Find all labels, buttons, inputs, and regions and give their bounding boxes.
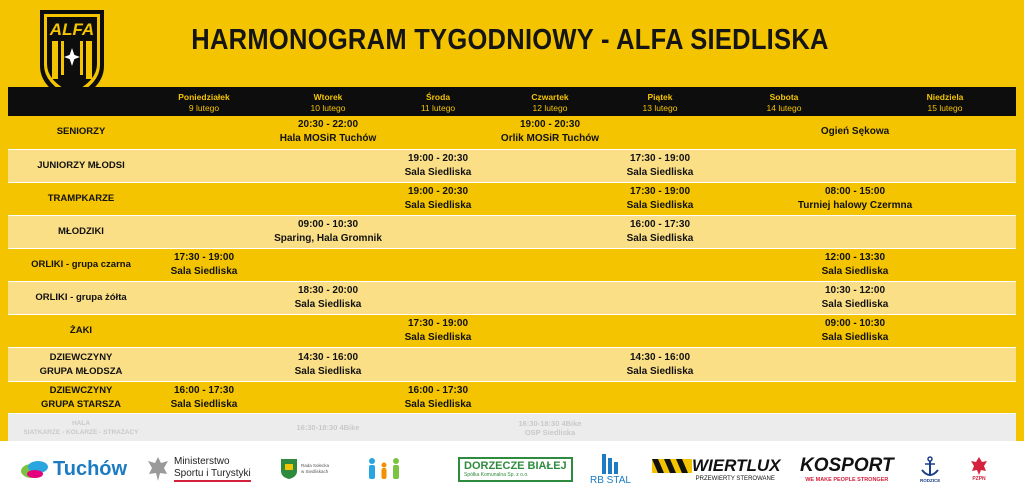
rada-line2: w Siedliskach (301, 469, 329, 474)
schedule-cell (402, 315, 474, 348)
wiertlux-sub: PRZEWIERTY STEROWANE (695, 476, 775, 482)
schedule-cell (626, 382, 694, 414)
schedule-cell (474, 215, 626, 248)
day-header: Niedziela 15 lutego (874, 87, 1016, 116)
schedule-cell (626, 149, 694, 182)
hala-cell (874, 414, 1016, 441)
schedule-row (8, 382, 1016, 414)
dorzecze-line2: Spółka Komunalna Sp. z o.o. (464, 471, 529, 478)
rada-line1: Rada Sołecka (301, 463, 330, 468)
schedule-cell (694, 215, 1016, 248)
schedule-cell (254, 116, 402, 149)
category-cell (8, 348, 154, 382)
schedule-cell (626, 281, 694, 314)
schedule-cell (402, 281, 474, 314)
schedule-cell (254, 315, 402, 348)
hala-cell (402, 414, 474, 441)
schedule-row (8, 281, 1016, 314)
sponsor-kosport (800, 441, 894, 497)
session-place: Orlik MOSiR Tuchów (500, 133, 600, 145)
schedule-cell (402, 149, 474, 182)
session-place: Sala Siedliska (626, 365, 694, 377)
dorzecze-line1: DORZECZE BIAŁEJ (464, 459, 567, 472)
family-icon (364, 455, 406, 483)
crest-icon (280, 458, 298, 480)
session-place: Turniej halowy Czermna (797, 199, 913, 211)
schedule-cell (694, 315, 1016, 348)
session-place: Sala Siedliska (626, 199, 694, 211)
day-header: Wtorek 10 lutego (254, 87, 402, 116)
category-cell: JUNIORZY MŁODSI (8, 149, 154, 182)
schedule-cell (154, 248, 254, 281)
schedule-row (8, 348, 1016, 382)
category-line1: DZIEWCZYNY (49, 351, 113, 363)
schedule-cell (626, 116, 694, 149)
day-header: Czwartek 12 lutego (474, 87, 626, 116)
eagle-icon (146, 454, 170, 484)
rodzice-label: RODZICE (920, 477, 941, 483)
schedule-cell (254, 182, 402, 215)
schedule-cell (626, 182, 694, 215)
rbstal-icon (599, 453, 621, 475)
schedule-cell (474, 315, 626, 348)
session-time: 17:30 - 19:00 (407, 318, 469, 330)
schedule-cell (154, 215, 254, 248)
session-place: Sala Siedliska (821, 332, 889, 344)
session-time: 14:30 - 16:00 (297, 351, 359, 363)
hala-text: 16:30-18:30 4Bike (518, 418, 582, 428)
session-time: 17:30 - 19:00 (629, 152, 691, 164)
schedule-cell (402, 215, 474, 248)
schedule-cell (474, 149, 626, 182)
sponsor-rada (280, 441, 329, 497)
schedule-cell (626, 315, 694, 348)
schedule-cell (474, 281, 626, 314)
schedule-row (8, 116, 1016, 149)
schedule-cell (626, 348, 694, 382)
page-title: HARMONOGRAM TYGODNIOWY - ALFA SIEDLISKA (191, 24, 829, 56)
schedule-row (8, 182, 1016, 215)
sponsor-pzpn (970, 441, 988, 497)
schedule-cell (254, 281, 402, 314)
hala-cell (474, 414, 626, 441)
pzpn-eagle-icon (970, 456, 988, 476)
schedule-cell (626, 215, 694, 248)
schedule-cell (154, 149, 254, 182)
schedule-cell (154, 182, 254, 215)
ministry-line2: Sportu i Turystyki (174, 468, 251, 479)
hala-text: HALA (71, 419, 91, 427)
schedule-cell (474, 382, 626, 414)
session-time: 19:00 - 20:30 (407, 185, 469, 197)
session-time: 16:00 - 17:30 (629, 218, 691, 230)
schedule-cell (154, 348, 254, 382)
schedule-cell (154, 382, 254, 414)
session-place: Sala Siedliska (404, 332, 472, 344)
session-place: Sala Siedliska (294, 365, 362, 377)
session-time: 16:00 - 17:30 (407, 384, 469, 396)
hala-row (8, 414, 1016, 441)
schedule-row (8, 248, 1016, 281)
day-header: Środa 11 lutego (402, 87, 474, 116)
category-cell: SENIORZY (8, 116, 154, 149)
category-cell: TRAMPKARZE (8, 182, 154, 215)
session-place: Sala Siedliska (170, 398, 238, 410)
session-time: 20:30 - 22:00 (297, 119, 359, 131)
kosport-label: KOSPORT (800, 455, 894, 476)
hala-cell (254, 414, 402, 441)
kosport-sub: WE MAKE PEOPLE STRONGER (805, 477, 889, 483)
category-cell: ŻAKI (8, 315, 154, 348)
session-time: 10:30 - 12:00 (824, 285, 886, 297)
day-header: Poniedziałek 9 lutego (154, 87, 254, 116)
session-time: 09:00 - 10:30 (824, 318, 886, 330)
hala-text: SIATKARZE - KOLARZE - STRAŻACY (23, 428, 139, 436)
session-time: 18:30 - 20:00 (297, 285, 359, 297)
session-place: Sala Siedliska (404, 166, 472, 178)
tuchow-label: Tuchów (53, 457, 128, 480)
day-header: Sobota 14 lutego (694, 87, 874, 116)
schedule-cell (254, 382, 402, 414)
session-time: 14:30 - 16:00 (629, 351, 691, 363)
hala-cell (626, 414, 874, 441)
schedule-cell (694, 182, 1016, 215)
session-place: Sala Siedliska (170, 265, 238, 277)
sponsor-wiertlux (652, 441, 780, 497)
category-line2: GRUPA MŁODSZA (39, 365, 123, 377)
session-place: Sala Siedliska (821, 265, 889, 277)
ministry-line1: Ministerstwo (174, 456, 230, 467)
session-time: 16:00 - 17:30 (173, 384, 235, 396)
schedule-cell (402, 382, 474, 414)
schedule-row (8, 149, 1016, 182)
schedule-cell (694, 248, 1016, 281)
schedule-cell (254, 248, 402, 281)
sponsor-rbstal (590, 441, 631, 497)
category-cell: MŁODZIKI (8, 215, 154, 248)
tuchow-icon (20, 458, 50, 480)
sponsor-rodzice (920, 441, 940, 497)
schedule-cell (254, 149, 402, 182)
category-line1: DZIEWCZYNY (49, 384, 113, 396)
schedule-cell (694, 348, 1016, 382)
anchor-icon (920, 456, 940, 478)
schedule-cell (254, 215, 402, 248)
session-place: Sala Siedliska (294, 299, 362, 311)
session-place: Sala Siedliska (626, 166, 694, 178)
sponsor-tuchow (20, 441, 127, 497)
session-place: Ogień Sękowa (820, 126, 890, 138)
rbstal-label: RB STAL (590, 474, 631, 486)
sponsor-family (364, 441, 406, 497)
schedule-row (8, 315, 1016, 348)
schedule-cell (694, 281, 1016, 314)
schedule-cell (402, 348, 474, 382)
schedule-cell (694, 382, 1016, 414)
session-time: 08:00 - 15:00 (824, 185, 886, 197)
session-time: 17:30 - 19:00 (629, 185, 691, 197)
schedule-cell (474, 182, 626, 215)
category-cell (8, 382, 154, 414)
schedule-cell (254, 348, 402, 382)
schedule-cell (694, 116, 1016, 149)
session-time: 19:00 - 20:30 (519, 119, 581, 131)
header-category-cell (8, 87, 154, 116)
schedule-cell (694, 149, 1016, 182)
category-cell: ORLIKI - grupa żółta (8, 281, 154, 314)
drill-icon (652, 457, 692, 475)
category-cell: ORLIKI - grupa czarna (8, 248, 154, 281)
schedule-cell (474, 248, 626, 281)
session-time: 12:00 - 13:30 (824, 251, 886, 263)
session-place: Sala Siedliska (404, 398, 472, 410)
schedule-cell (402, 116, 474, 149)
table-header-row (8, 87, 1016, 116)
wiertlux-label: WIERTLUX (692, 456, 781, 475)
session-time: 19:00 - 20:30 (407, 152, 469, 164)
schedule-cell (626, 248, 694, 281)
hala-text: 16:30-18:30 4Bike (296, 423, 360, 433)
schedule-cell (402, 248, 474, 281)
schedule-cell (154, 315, 254, 348)
hala-text: OSP Siedliska (524, 427, 576, 437)
sponsor-dorzecze (458, 441, 573, 497)
session-time: 17:30 - 19:00 (173, 251, 235, 263)
hala-cell (154, 414, 254, 441)
schedule-table (8, 87, 1016, 441)
session-place: Sala Siedliska (626, 232, 694, 244)
session-place: Sala Siedliska (821, 299, 889, 311)
session-place: Hala MOSiR Tuchów (279, 133, 377, 145)
schedule-cell (154, 281, 254, 314)
hala-cell (8, 414, 154, 441)
session-place: Sala Siedliska (404, 199, 472, 211)
sponsor-ministry (146, 441, 251, 497)
schedule-row (8, 215, 1016, 248)
schedule-cell (154, 116, 254, 149)
day-header: Piątek 13 lutego (626, 87, 694, 116)
session-time: 09:00 - 10:30 (297, 218, 359, 230)
sponsors-bar (0, 441, 1024, 497)
schedule-cell (402, 182, 474, 215)
pzpn-label: PZPN (972, 476, 986, 482)
schedule-cell (474, 348, 626, 382)
category-line2: GRUPA STARSZA (40, 398, 122, 410)
session-place: Sparing, Hala Gromnik (274, 232, 382, 244)
logo-text: ALFA (49, 20, 95, 39)
schedule-cell (474, 116, 626, 149)
